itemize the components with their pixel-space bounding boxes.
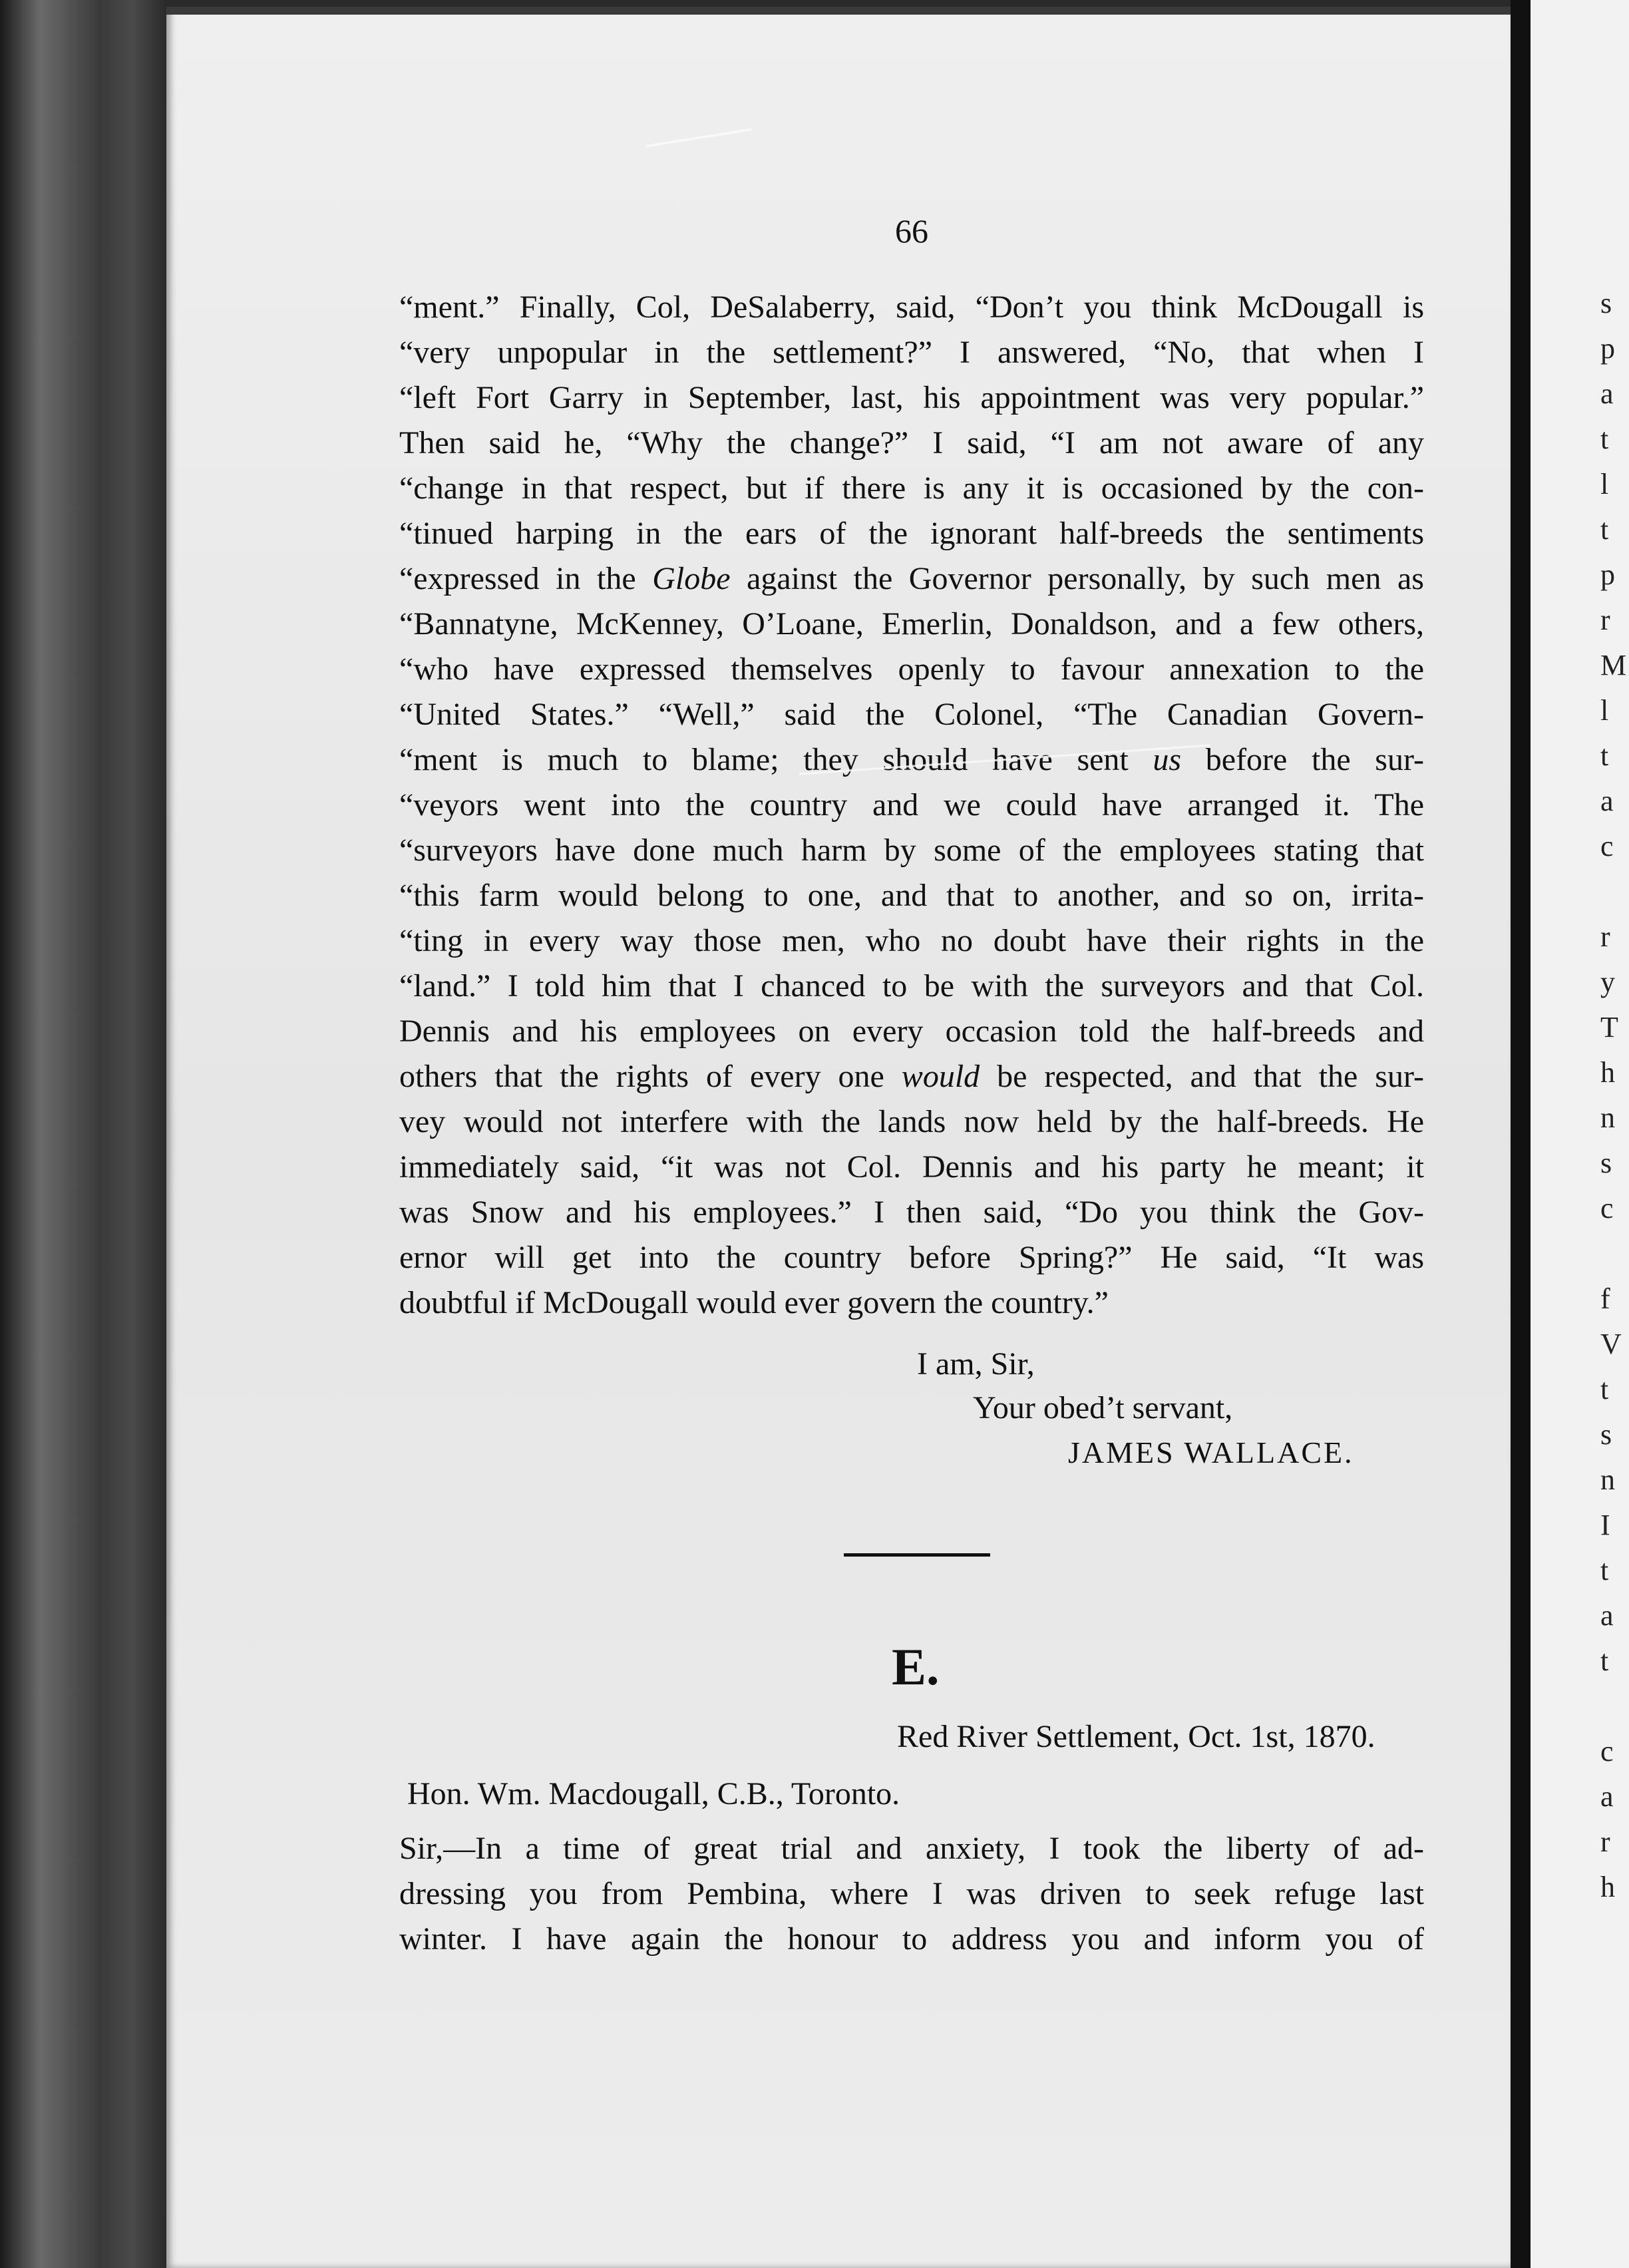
adjacent-page-letter: t — [1600, 1554, 1609, 1587]
adjacent-page-letter: t — [1600, 1644, 1609, 1677]
book-gutter — [1511, 0, 1531, 2268]
page-number: 66 — [895, 212, 928, 250]
adjacent-page-letter: t — [1600, 1373, 1609, 1406]
text-line: “surveyors have done much harm by some of the employees stating that — [399, 833, 1424, 868]
adjacent-page-letter: c — [1600, 1735, 1614, 1768]
text-line: “ment.” Finally, Col, DeSalaberry, said, “Don’t you think McDougall is — [399, 289, 1424, 325]
italic-word: Globe — [652, 561, 731, 596]
adjacent-page-letter: s — [1600, 1147, 1612, 1179]
closing-valediction: Your obed’t servant, — [973, 1390, 1233, 1425]
dateline: Red River Settlement, Oct. 1st, 1870. — [897, 1719, 1375, 1754]
adjacent-page-letter: r — [1600, 920, 1610, 953]
text-line: winter. I have again the honour to address you and inform you of — [399, 1921, 1424, 1957]
text-line: vey would not interfere with the lands now held by the half-breeds. He — [399, 1104, 1424, 1139]
adjacent-page-letter: r — [1600, 1825, 1610, 1858]
text-line: “Bannatyne, McKenney, O’Loane, Emerlin, Donaldson, and a few others, — [399, 606, 1424, 642]
adjacent-page-letter: s — [1600, 287, 1612, 319]
text-line: “ment is much to blame; they should have sent us before the sur- — [399, 742, 1424, 777]
italic-word: would — [901, 1059, 980, 1094]
adjacent-page-letter: t — [1600, 739, 1609, 772]
adjacent-page-letter: a — [1600, 1780, 1614, 1813]
adjacent-page-letter: p — [1600, 332, 1615, 365]
section-heading: E. — [892, 1638, 940, 1696]
page-top-edge — [166, 7, 1511, 15]
italic-word: us — [1153, 742, 1182, 777]
text-line: dressing you from Pembina, where I was driven to seek refuge last — [399, 1876, 1424, 1911]
text-line: “who have expressed themselves openly to favour annexation to the — [399, 652, 1424, 687]
adjacent-page-letter: a — [1600, 785, 1614, 817]
closing-salutation: I am, Sir, — [917, 1346, 1035, 1382]
adjacent-page-letter: p — [1600, 558, 1615, 591]
text-line: ernor will get into the country before Spring?” He said, “It was — [399, 1240, 1424, 1275]
text-line: “United States.” “Well,” said the Colonel, “The Canadian Govern- — [399, 697, 1424, 732]
adjacent-page-letter: a — [1600, 377, 1614, 410]
adjacent-page-letter: s — [1600, 1418, 1612, 1451]
adjacent-page-letter: a — [1600, 1599, 1614, 1632]
text-line: “very unpopular in the settlement?” I answered, “No, that when I — [399, 335, 1424, 370]
text-line: was Snow and his employees.” I then said, “Do you think the Gov- — [399, 1195, 1424, 1230]
text-line: “ting in every way those men, who no doubt have their rights in the — [399, 923, 1424, 958]
adjacent-page-letter: M — [1600, 649, 1627, 681]
text-line: others that the rights of every one would be respected, and that the sur- — [399, 1059, 1424, 1094]
adjacent-page-letter: t — [1600, 513, 1609, 546]
text-line: “left Fort Garry in September, last, his appointment was very popular.” — [399, 380, 1424, 415]
text-line: “land.” I told him that I chanced to be with the surveyors and that Col. — [399, 968, 1424, 1004]
adjacent-page-letter: t — [1600, 423, 1609, 455]
text-line: “veyors went into the country and we could have arranged it. The — [399, 787, 1424, 823]
text-line: Dennis and his employees on every occasion told the half-breeds and — [399, 1014, 1424, 1049]
adjacent-page-letter: V — [1600, 1328, 1622, 1360]
text-line: “change in that respect, but if there is any it is occasioned by the con- — [399, 471, 1424, 506]
adjacent-page-letter: T — [1600, 1011, 1618, 1043]
adjacent-page-letter: l — [1600, 694, 1609, 727]
addressee: Hon. Wm. Macdougall, C.B., Toronto. — [407, 1776, 900, 1811]
adjacent-page-letter: n — [1600, 1101, 1615, 1134]
signature: JAMES WALLACE. — [1068, 1435, 1354, 1469]
section-divider — [844, 1553, 990, 1557]
text-line: immediately said, “it was not Col. Dennis and his party he meant; it — [399, 1149, 1424, 1185]
adjacent-page-letter: r — [1600, 604, 1610, 636]
adjacent-page-letter: c — [1600, 830, 1614, 862]
text-line: “this farm would belong to one, and that to another, and so on, irrita- — [399, 878, 1424, 913]
adjacent-page-letter: f — [1600, 1282, 1610, 1315]
adjacent-page-letter: I — [1600, 1509, 1610, 1541]
adjacent-page-letter: h — [1600, 1871, 1615, 1903]
text-line: Then said he, “Why the change?” I said, “I am not aware of any — [399, 425, 1424, 461]
adjacent-page-letter: h — [1600, 1056, 1615, 1089]
adjacent-page-letter: y — [1600, 966, 1615, 998]
text-line: Sir,—In a time of great trial and anxiety, I took the liberty of ad- — [399, 1831, 1424, 1866]
text-line: “tinued harping in the ears of the ignorant half-breeds the sentiments — [399, 516, 1424, 551]
text-line: “expressed in the Globe against the Governor personally, by such men as — [399, 561, 1424, 596]
adjacent-page-letter: n — [1600, 1463, 1615, 1496]
adjacent-page-letter: c — [1600, 1192, 1614, 1225]
adjacent-page-letter: l — [1600, 468, 1609, 500]
text-line: doubtful if McDougall would ever govern the country.” — [399, 1285, 1109, 1320]
